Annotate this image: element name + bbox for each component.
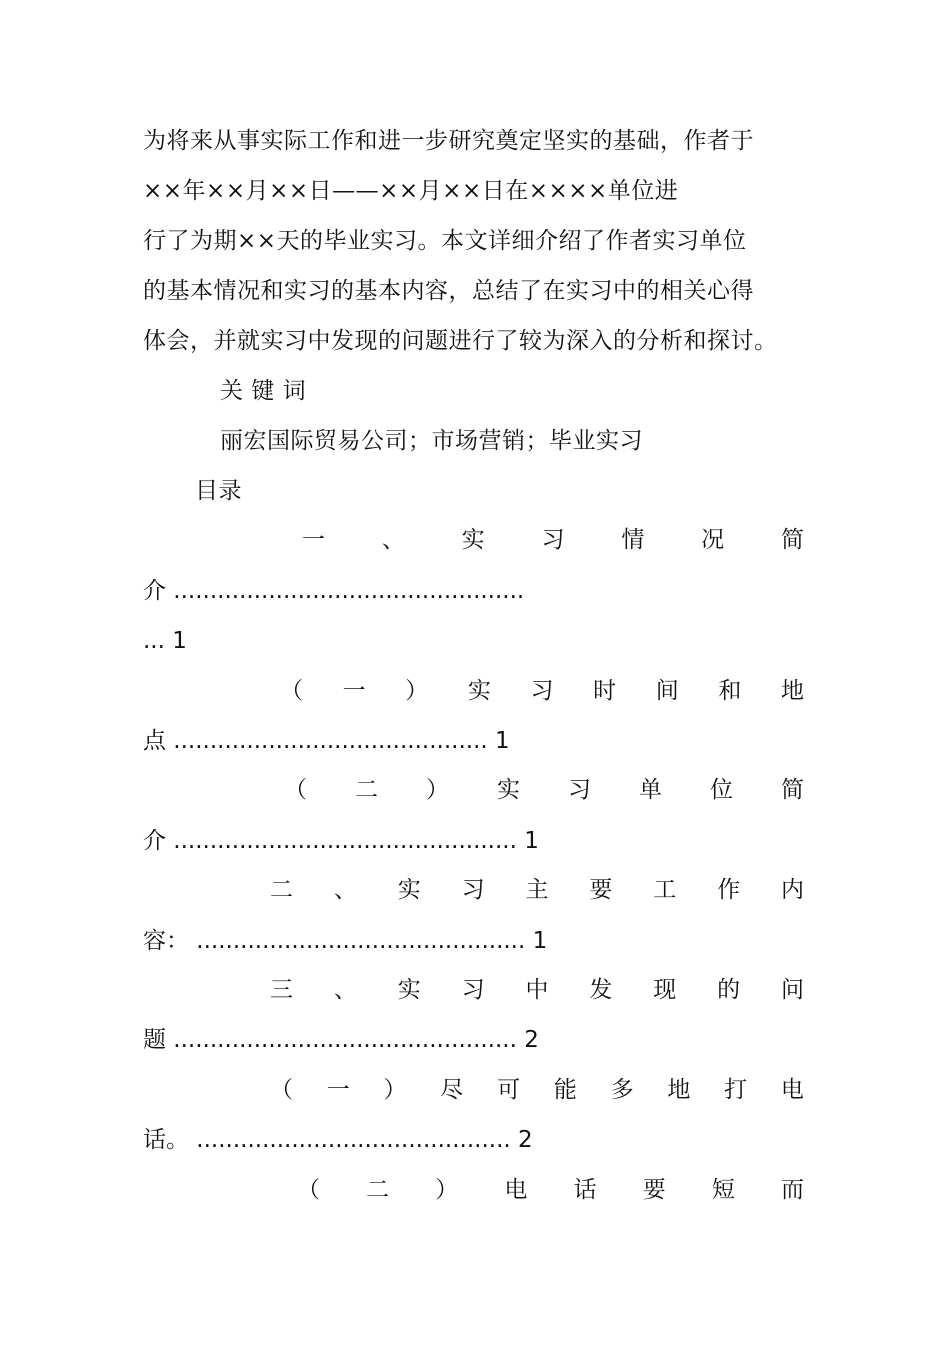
toc-char: 现 xyxy=(653,977,677,1003)
toc-char: 短 xyxy=(711,1177,735,1203)
toc-char: （ xyxy=(270,1077,293,1103)
toc-char: 一 xyxy=(326,1077,350,1103)
toc-char: 习 xyxy=(541,527,565,553)
toc-char: 尽 xyxy=(440,1077,464,1103)
toc-char: 习 xyxy=(530,678,554,704)
toc-char: 问 xyxy=(781,977,804,1003)
toc-entry-1-leader[interactable]: 介 ................................................ xyxy=(143,578,525,604)
toc-char: 简 xyxy=(781,777,804,803)
toc-char: 二 xyxy=(270,877,293,903)
toc-char: 习 xyxy=(461,877,485,903)
toc-char: 一 xyxy=(302,527,325,553)
toc-char: ） xyxy=(405,678,429,704)
toc-char: （ xyxy=(280,678,303,704)
toc-char: 能 xyxy=(553,1077,577,1103)
toc-char: 工 xyxy=(653,877,677,903)
toc-char: 话 xyxy=(573,1177,597,1203)
toc-char: （ xyxy=(297,1177,320,1203)
toc-entry-3-title[interactable] xyxy=(284,775,804,805)
toc-char: 中 xyxy=(525,977,549,1003)
toc-entry-3-leader[interactable]: 介 ............................................... 1 xyxy=(143,828,539,854)
toc-char: 内 xyxy=(781,877,804,903)
toc-char: 实 xyxy=(467,678,491,704)
toc-char: 单 xyxy=(639,777,662,803)
toc-char: 况 xyxy=(701,527,725,553)
abstract-line-4: 的基本情况和实习的基本内容，总结了在实习中的相关心得 xyxy=(143,278,754,304)
toc-char: 要 xyxy=(642,1177,666,1203)
abstract-line-5: 体会，并就实习中发现的问题进行了较为深入的分析和探讨。 xyxy=(143,328,778,354)
toc-char: ） xyxy=(426,777,449,803)
toc-entry-5-leader[interactable]: 题 ............................................... 2 xyxy=(143,1027,539,1053)
toc-char: 时 xyxy=(593,678,617,704)
toc-char: 的 xyxy=(717,977,741,1003)
toc-char: 习 xyxy=(568,777,591,803)
keywords-value: 丽宏国际贸易公司；市场营销；毕业实习 xyxy=(220,428,643,454)
toc-char: 可 xyxy=(497,1077,521,1103)
toc-char: 实 xyxy=(397,977,421,1003)
toc-entry-6-leader[interactable]: 话。 ........................................... 2 xyxy=(143,1127,533,1153)
toc-entry-7-title[interactable] xyxy=(297,1175,804,1205)
toc-char: 多 xyxy=(610,1077,634,1103)
toc-entry-4-leader[interactable]: 容： ............................................. 1 xyxy=(143,928,548,954)
toc-char: 、 xyxy=(381,527,405,553)
abstract-line-2: ××年××月××日——××月××日在××××单位进 xyxy=(143,178,679,204)
abstract-line-1: 为将来从事实际工作和进一步研究奠定坚实的基础，作者于 xyxy=(143,128,754,154)
toc-char: 三 xyxy=(270,977,293,1003)
toc-entry-5-title[interactable] xyxy=(270,975,804,1005)
toc-char: 一 xyxy=(342,678,366,704)
toc-char: 二 xyxy=(366,1177,390,1203)
toc-heading: 目录 xyxy=(195,478,242,504)
toc-char: 简 xyxy=(780,527,804,553)
toc-char: 实 xyxy=(397,877,421,903)
toc-char: 电 xyxy=(504,1177,528,1203)
toc-char: 位 xyxy=(710,777,733,803)
abstract-line-3: 行了为期××天的毕业实习。本文详细介绍了作者实习单位 xyxy=(143,228,747,254)
toc-char: 主 xyxy=(525,877,549,903)
toc-char: 实 xyxy=(461,527,485,553)
toc-char: 间 xyxy=(655,678,679,704)
toc-char: 习 xyxy=(461,977,485,1003)
toc-char: ） xyxy=(383,1077,407,1103)
toc-char: 发 xyxy=(589,977,613,1003)
toc-char: 作 xyxy=(717,877,741,903)
toc-entry-2-title[interactable] xyxy=(280,676,804,706)
toc-char: 地 xyxy=(781,678,804,704)
toc-char: 、 xyxy=(333,877,357,903)
toc-char: 打 xyxy=(724,1077,748,1103)
toc-entry-2-leader[interactable]: 点 ........................................... 1 xyxy=(143,728,510,754)
toc-char: 、 xyxy=(333,977,357,1003)
keywords-label: 关 键 词 xyxy=(220,378,307,404)
toc-char: （ xyxy=(284,777,307,803)
toc-char: 要 xyxy=(589,877,613,903)
toc-char: 电 xyxy=(780,1077,804,1103)
toc-entry-1-title[interactable] xyxy=(302,525,804,555)
toc-char: ） xyxy=(435,1177,459,1203)
toc-entry-1-page[interactable]: ... 1 xyxy=(143,628,187,654)
toc-char: 实 xyxy=(497,777,520,803)
toc-char: 地 xyxy=(667,1077,691,1103)
toc-char: 和 xyxy=(718,678,742,704)
toc-char: 二 xyxy=(355,777,378,803)
toc-entry-4-title[interactable] xyxy=(270,875,804,905)
toc-entry-6-title[interactable] xyxy=(270,1075,804,1105)
toc-char: 情 xyxy=(621,527,645,553)
toc-char: 而 xyxy=(780,1177,804,1203)
